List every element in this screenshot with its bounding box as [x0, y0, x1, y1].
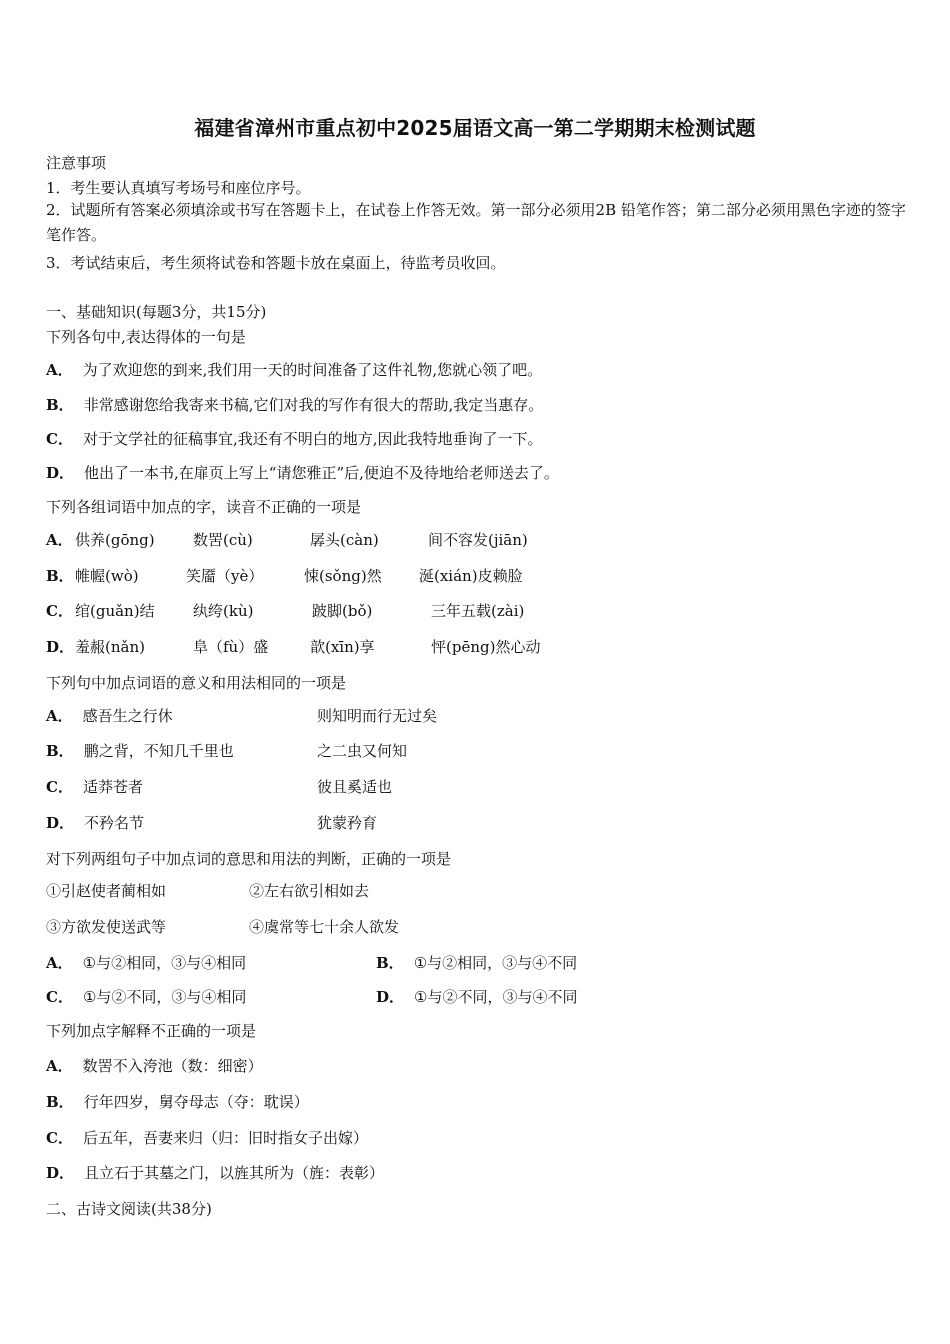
option-row	[46, 1162, 384, 1183]
option-cell: 孱头(càn)	[310, 531, 379, 549]
option-row	[376, 986, 577, 1007]
option-cell: 歆(xīn)享	[310, 638, 375, 656]
option-label: B．	[376, 954, 404, 972]
option-text: 数罟不入洿池（数：细密）	[82, 1057, 263, 1075]
notice-item: 1．考生要认真填写考场号和座位序号。	[46, 179, 311, 197]
option-text: 不矜名节	[84, 814, 145, 832]
question-stem: 下列加点字解释不正确的一项是	[46, 1022, 257, 1040]
option-cell: 阜（fù）盛	[193, 638, 269, 656]
option-label: A．	[46, 707, 73, 725]
option-label: D．	[46, 638, 75, 656]
option-cell: 绾(guǎn)结	[75, 602, 155, 620]
option-text: 感吾生之行休	[82, 707, 173, 725]
option-label: A．	[46, 954, 73, 972]
option-row	[46, 359, 542, 380]
option-cell: 供养(gōng)	[75, 531, 155, 549]
notice-item: 2．试题所有答案必须填涂或书写在答题卡上，在试卷上作答无效。第一部分必须用2B 铅笔作答；第二部分必须用黑色字迹的签字笔作答。	[46, 201, 906, 244]
option-cell: 跛脚(bǒ)	[312, 602, 373, 620]
option-cell: 三年五载(zài)	[431, 602, 525, 620]
option-label: A．	[46, 361, 73, 379]
option-cell: 纨绔(kù)	[193, 602, 254, 620]
section-heading: 二、古诗文阅读(共38分)	[46, 1200, 212, 1218]
option-row	[46, 1127, 368, 1148]
option-cell: 悚(sǒng)然	[304, 567, 382, 585]
option-row	[46, 1055, 263, 1076]
option-label: B．	[46, 396, 74, 414]
option-text: 非常感谢您给我寄来书稿,它们对我的写作有很大的帮助,我定当惠存。	[83, 396, 544, 414]
section-heading: 一、基础知识(每题3分，共15分)	[46, 303, 267, 321]
option-label: C．	[46, 988, 73, 1006]
option-text: 行年四岁，舅夺母志（夺：耽误）	[83, 1093, 309, 1111]
option-label: B．	[46, 742, 74, 760]
option-cell: 涎(xián)皮赖脸	[419, 567, 523, 585]
option-text: 之二虫又何知	[317, 742, 408, 760]
option-label: D．	[46, 1164, 75, 1182]
option-text: 犹蒙矜育	[317, 814, 378, 832]
notice-heading: 注意事项	[46, 154, 107, 172]
option-cell: 怦(pēng)然心动	[431, 638, 541, 656]
option-text: ①与②不同，③与④相同	[82, 988, 247, 1006]
page-title: 福建省漳州市重点初中2025届语文高一第二学期期末检测试题	[194, 116, 756, 140]
option-text: ①与②相同，③与④相同	[82, 954, 247, 972]
option-label: C．	[46, 602, 73, 620]
option-row	[376, 952, 577, 973]
sentence: ②左右欲引相如去	[249, 882, 370, 900]
option-cell: 间不容发(jiān)	[428, 531, 528, 549]
option-text: 适莽苍者	[82, 778, 143, 796]
option-row	[46, 1091, 309, 1112]
option-row	[46, 952, 246, 973]
option-row	[46, 812, 144, 833]
option-label: C．	[46, 1129, 73, 1147]
question-stem: 下列各组词语中加点的字，读音不正确的一项是	[46, 498, 362, 516]
question-stem: 对下列两组句子中加点词的意思和用法的判断，正确的一项是	[46, 850, 452, 868]
notice-item: 3．考试结束后，考生须将试卷和答题卡放在桌面上，待监考员收回。	[46, 254, 506, 272]
option-text: 则知明而行无过矣	[317, 707, 438, 725]
option-text: ①与②相同，③与④不同	[413, 954, 578, 972]
option-label: D．	[46, 814, 75, 832]
option-label: A．	[46, 531, 73, 549]
option-text: 后五年，吾妻来归（归：旧时指女子出嫁）	[82, 1129, 368, 1147]
option-label: B．	[46, 1093, 74, 1111]
option-label: A．	[46, 1057, 73, 1075]
option-text: 且立石于其墓之门，以旌其所为（旌：表彰）	[84, 1164, 385, 1182]
option-cell: 帷幄(wò)	[75, 567, 139, 585]
option-text: 他出了一本书,在扉页上写上“请您雅正”后,便迫不及待地给老师送去了。	[84, 464, 559, 482]
option-cell: 数罟(cù)	[193, 531, 253, 549]
option-label: D．	[46, 464, 75, 482]
option-text: 彼且奚适也	[317, 778, 393, 796]
option-cell: 羞赧(nǎn)	[75, 638, 145, 656]
sentence: ④虞常等七十余人欲发	[249, 918, 400, 936]
question-stem: 下列各句中,表达得体的一句是	[46, 328, 246, 346]
option-label: C．	[46, 430, 73, 448]
option-label: C．	[46, 778, 73, 796]
option-row	[46, 428, 543, 449]
question-stem: 下列句中加点词语的意义和用法相同的一项是	[46, 674, 347, 692]
option-text: ①与②不同，③与④不同	[414, 988, 578, 1006]
option-label: D．	[376, 988, 405, 1006]
option-cell: 笑靥（yè）	[186, 567, 264, 585]
option-text: 对于文学社的征稿事宜,我还有不明白的地方,因此我特地垂询了一下。	[82, 430, 543, 448]
option-row	[46, 776, 143, 797]
option-row	[46, 986, 246, 1007]
option-row	[46, 705, 173, 726]
option-text: 为了欢迎您的到来,我们用一天的时间准备了这件礼物,您就心领了吧。	[82, 361, 543, 379]
sentence: ③方欲发使送武等	[46, 918, 167, 936]
option-row	[46, 394, 543, 415]
sentence: ①引赵使者蔺相如	[46, 882, 167, 900]
option-row	[46, 462, 559, 483]
option-text: 鹏之背，不知几千里也	[83, 742, 234, 760]
option-label: B．	[46, 567, 74, 585]
option-row	[46, 740, 234, 761]
